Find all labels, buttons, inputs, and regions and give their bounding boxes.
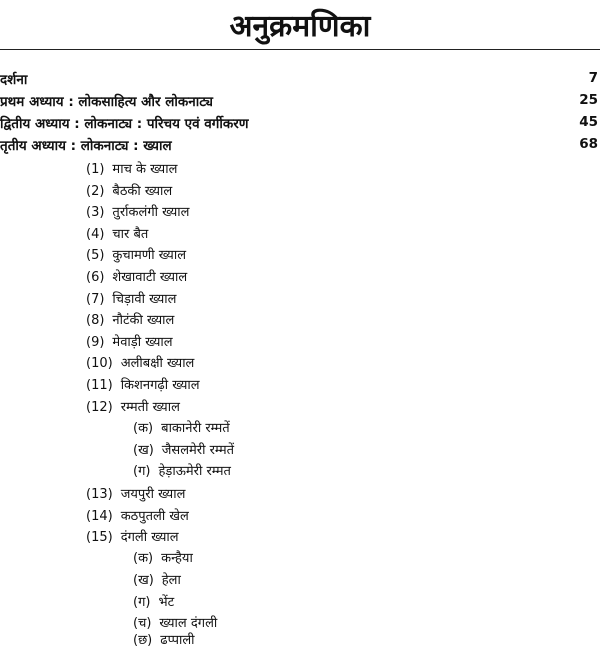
list-item[interactable] bbox=[86, 181, 172, 203]
list-item[interactable] bbox=[86, 289, 176, 311]
item-title: बैठकी ख्याल bbox=[112, 184, 173, 199]
item-number: (च) bbox=[133, 616, 152, 631]
item-number: (12) bbox=[86, 400, 113, 415]
item-title: बाकानेरी रम्मतें bbox=[161, 421, 230, 436]
item-number: (ख) bbox=[133, 573, 154, 588]
item-number: (14) bbox=[86, 509, 113, 524]
item-title: भेंट bbox=[158, 595, 175, 610]
item-number: (ग) bbox=[133, 595, 151, 610]
item-number: (5) bbox=[86, 248, 105, 263]
chapter-entry[interactable] bbox=[0, 136, 600, 158]
item-title: जयपुरी ख्याल bbox=[120, 487, 186, 502]
item-title: नौटंकी ख्याल bbox=[112, 313, 175, 328]
page-number: 7 bbox=[588, 70, 598, 86]
item-title: मेवाड़ी ख्याल bbox=[112, 335, 173, 350]
item-number: (8) bbox=[86, 313, 105, 328]
item-number: (11) bbox=[86, 378, 113, 393]
title-divider bbox=[0, 49, 600, 50]
list-item[interactable] bbox=[86, 267, 187, 289]
list-item[interactable] bbox=[86, 202, 189, 224]
chapter-entry[interactable] bbox=[0, 70, 600, 92]
item-number: (3) bbox=[86, 205, 105, 220]
list-item[interactable] bbox=[133, 630, 195, 652]
item-number: (4) bbox=[86, 227, 105, 242]
item-title: माच के ख्याल bbox=[112, 162, 178, 177]
item-number: (2) bbox=[86, 184, 105, 199]
chapter-entry[interactable] bbox=[0, 114, 600, 136]
item-title: चार बैत bbox=[112, 227, 149, 242]
item-number: (9) bbox=[86, 335, 105, 350]
page-number: 25 bbox=[579, 92, 598, 108]
list-item[interactable] bbox=[86, 484, 185, 506]
list-item[interactable] bbox=[86, 332, 173, 354]
item-number: (छ) bbox=[133, 633, 153, 648]
list-item[interactable] bbox=[86, 397, 180, 419]
item-number: (13) bbox=[86, 487, 113, 502]
chapter-entry[interactable] bbox=[0, 92, 600, 114]
item-number: (7) bbox=[86, 292, 105, 307]
item-number: (6) bbox=[86, 270, 105, 285]
list-item[interactable] bbox=[86, 224, 148, 246]
chapter-label: प्रथम अध्याय : लोकसाहित्य और लोकनाट्य bbox=[0, 94, 213, 110]
item-title: अलीबक्षी ख्याल bbox=[120, 356, 195, 371]
page-title: अनुक्रमणिका bbox=[229, 9, 371, 44]
item-title: चिड़ावी ख्याल bbox=[112, 292, 177, 307]
item-number: (ग) bbox=[133, 464, 151, 479]
item-title: किशनगढ़ी ख्याल bbox=[120, 378, 200, 393]
item-title: हेला bbox=[161, 573, 181, 588]
chapter-label: द्वितीय अध्याय : लोकनाट्य : परिचय एवं वर्गीकरण bbox=[0, 116, 249, 132]
item-title: कुचामणी ख्याल bbox=[112, 248, 187, 263]
item-number: (10) bbox=[86, 356, 113, 371]
list-item[interactable] bbox=[86, 353, 194, 375]
page-number: 45 bbox=[579, 114, 598, 130]
page-number: 68 bbox=[579, 136, 598, 152]
item-title: तुर्राकलंगी ख्याल bbox=[112, 205, 190, 220]
list-item[interactable] bbox=[86, 527, 179, 549]
item-title: ख्याल दंगली bbox=[159, 616, 218, 631]
list-item[interactable] bbox=[86, 310, 174, 332]
list-item[interactable] bbox=[133, 461, 231, 483]
list-item[interactable] bbox=[133, 440, 234, 462]
item-title: हेड़ाऊमेरी रम्मत bbox=[158, 464, 231, 479]
chapter-label: दर्शना bbox=[0, 72, 28, 88]
list-item[interactable] bbox=[86, 506, 189, 528]
item-number: (15) bbox=[86, 530, 113, 545]
item-title: ढप्पाली bbox=[160, 633, 195, 648]
list-item[interactable] bbox=[133, 418, 230, 440]
item-title: जैसलमेरी रम्मतें bbox=[161, 443, 235, 458]
list-item[interactable] bbox=[86, 159, 177, 181]
chapter-label: तृतीय अध्याय : लोकनाट्य : ख्याल bbox=[0, 138, 172, 154]
list-item[interactable] bbox=[133, 548, 193, 570]
item-number: (क) bbox=[133, 551, 154, 566]
list-item[interactable] bbox=[86, 375, 200, 397]
item-title: कठपुतली खेल bbox=[120, 509, 189, 524]
item-title: रम्मती ख्याल bbox=[120, 400, 180, 415]
item-title: कन्हैया bbox=[161, 551, 193, 566]
item-number: (ख) bbox=[133, 443, 154, 458]
item-number: (1) bbox=[86, 162, 105, 177]
list-item[interactable] bbox=[86, 245, 186, 267]
item-title: दंगली ख्याल bbox=[120, 530, 179, 545]
list-item[interactable] bbox=[133, 570, 181, 592]
list-item[interactable] bbox=[133, 592, 174, 614]
item-title: शेखावाटी ख्याल bbox=[112, 270, 188, 285]
item-number: (क) bbox=[133, 421, 154, 436]
